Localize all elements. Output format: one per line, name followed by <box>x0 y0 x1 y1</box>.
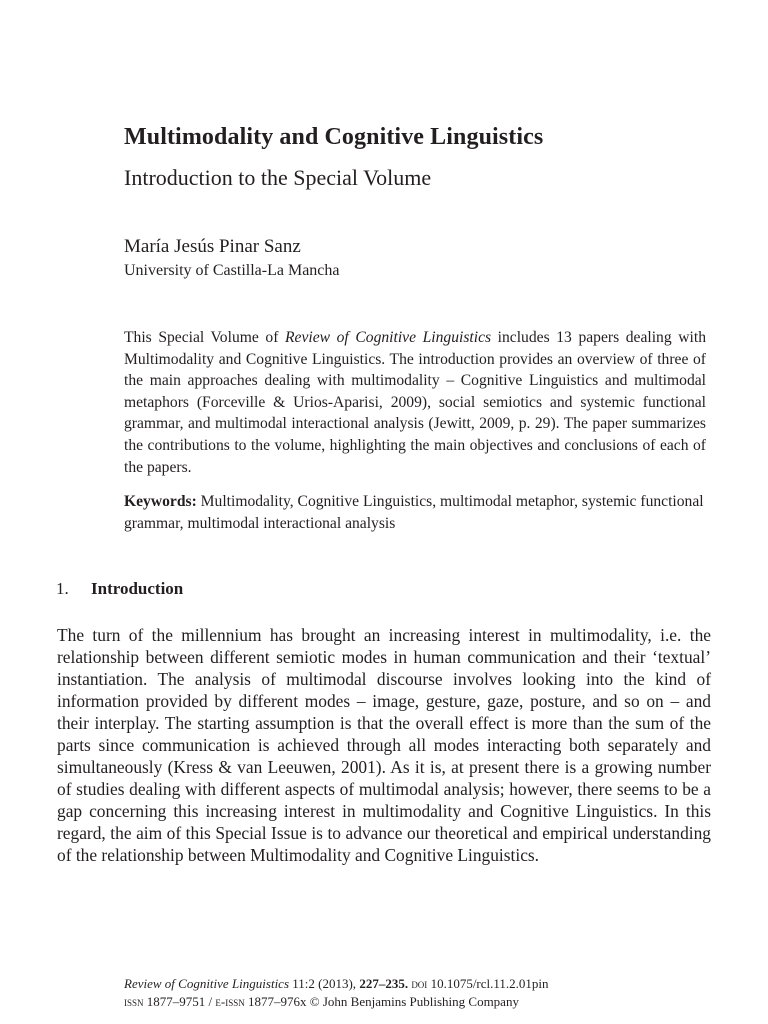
page-footer <box>124 975 549 1011</box>
section-body-paragraph: The turn of the millennium has brought an increasing interest in multimodality, i.e. the relationship between different semiotic modes in human communication and their ‘textual’ instantiation. The analysis of multimodal discourse involves looking into the kind of information provided by different modes – image, gesture, gaze, posture, and so on – and their interplay. The starting assumption is that the overall effect is more than the sum of the parts since communication is achieved through all modes interacting both separately and simultaneously (Kress & van Leeuwen, 2001). As it is, at present there is a growing number of studies dealing with different aspects of multimodal analysis; however, there seems to be a gap concerning this increasing interest in multimodality and Cognitive Linguistics. In this regard, the aim of this Special Issue is to advance our theoretical and empirical understanding of the relationship between Multimodality and Cognitive Linguistics. <box>57 625 711 865</box>
keywords-list: Multimodality, Cognitive Linguistics, multimodal metaphor, systemic functional grammar, multimodal interactional analysis <box>124 493 704 532</box>
footer-journal-name: Review of Cognitive Linguistics <box>124 976 290 991</box>
footer-doi-value: 10.1075/rcl.11.2.01pin <box>427 976 549 991</box>
abstract-text-rest: includes 13 papers dealing with Multimodality and Cognitive Linguistics. The introduction provides an overview of three of the main approaches dealing with multimodality – Cognitive Linguistics and multimodal metaphors (Forceville & Urios-Aparisi, 2009), social semiotics and systemic functional grammar, and multimodal interactional analysis (Jewitt, 2009, p. 29). The paper summarizes the contributions to the volume, highlighting the main objectives and conclusions of each of the papers. <box>124 329 706 476</box>
footer-issn-line <box>124 993 549 1011</box>
keywords-label: Keywords: <box>124 493 197 510</box>
section-number: 1. <box>56 579 69 598</box>
footer-pages: 227–235. <box>359 976 409 991</box>
footer-issn-label: issn <box>124 994 144 1009</box>
footer-eissn-label: e-issn <box>215 994 245 1009</box>
footer-doi-label: doi <box>408 976 428 991</box>
article-subtitle: Introduction to the Special Volume <box>124 165 432 190</box>
footer-eissn-value: 1877–976x <box>244 994 307 1009</box>
abstract-journal-name: Review of Cognitive Linguistics <box>285 329 492 346</box>
keywords <box>124 491 706 534</box>
abstract-text-start: This Special Volume of <box>124 329 285 346</box>
author-affiliation: University of Castilla-La Mancha <box>124 262 340 279</box>
abstract <box>124 327 706 478</box>
footer-citation-line <box>124 975 549 993</box>
section-title: Introduction <box>91 579 184 598</box>
footer-issn-value: 1877–9751 / <box>143 994 216 1009</box>
abstract-paragraph <box>124 327 706 478</box>
footer-copyright: © John Benjamins Publishing Company <box>306 994 519 1009</box>
author-name: María Jesús Pinar Sanz <box>124 236 301 257</box>
section-heading <box>56 579 183 599</box>
footer-volume: 11:2 (2013), <box>289 976 360 991</box>
article-title: Multimodality and Cognitive Linguistics <box>124 124 544 150</box>
